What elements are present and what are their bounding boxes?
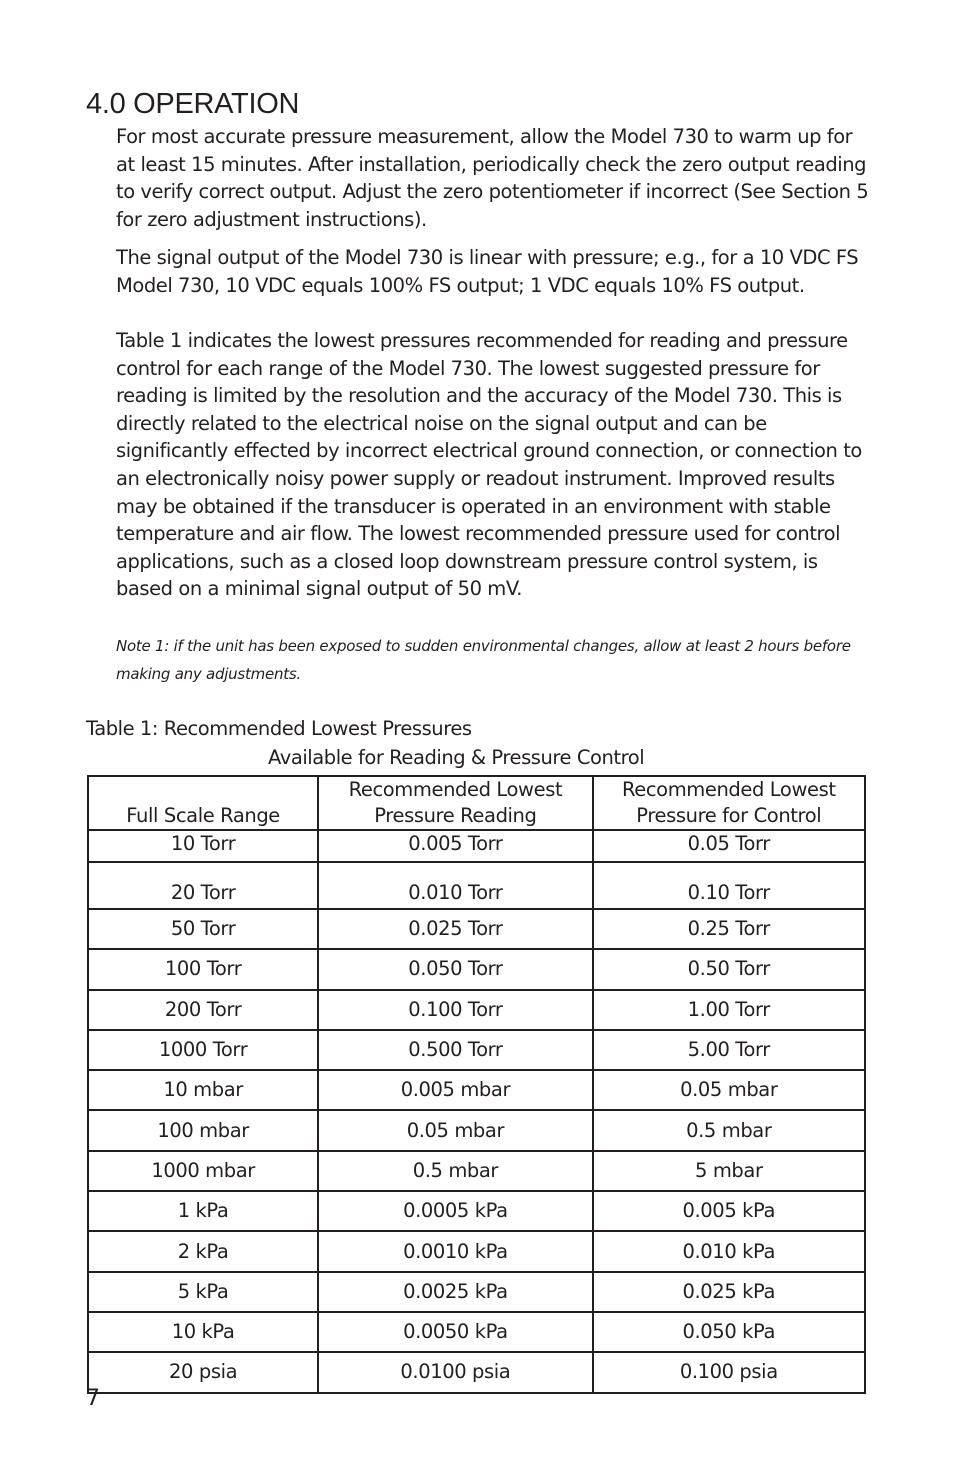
header-full-scale-range-label: Full Scale Range [126, 804, 280, 827]
table-row [88, 1352, 865, 1392]
full-scale-range-cell: 1000 Torr [88, 1030, 318, 1070]
full-scale-range-cell: 100 Torr [88, 949, 318, 989]
lowest-control-cell: 0.050 kPa [593, 1312, 865, 1352]
lowest-reading-cell: 0.005 mbar [318, 1070, 592, 1110]
lowest-control-cell: 0.025 kPa [593, 1272, 865, 1312]
lowest-reading-cell: 0.0050 kPa [318, 1312, 592, 1352]
paragraph-table-description: Table 1 indicates the lowest pressures recommended for reading and pressure control for each range of the Model 730. The lowest suggested pressure for reading is limited by the resolution and the accuracy of the Model 730. This is directly related to the electrical noise on the signal output and can be significantly effected by incorrect electrical ground connection, or connection to an electronically noisy power supply or readout instrument. Improved results may be obtained if the transducer is operated in an environment with stable temperature and air flow. The lowest recommended pressure used for control applications, such as a closed loop downstream pressure control system, is based on a minimal signal output of 50 mV. [116, 329, 862, 601]
section-heading: 4.0 OPERATION [86, 88, 300, 120]
table-subcaption: Available for Reading & Pressure Control [268, 746, 645, 769]
table-body [88, 830, 865, 1393]
table-row [88, 1272, 865, 1312]
table-row [88, 990, 865, 1030]
paragraph-warmup: For most accurate pressure measurement, allow the Model 730 to warm up for at least 15 minutes. After installation, periodically check the zero output reading to verify correct output. Adjust the zero potentiometer if incorrect (See Section 5 for zero adjustment instructions). [116, 125, 869, 231]
lowest-reading-cell: 0.0010 kPa [318, 1231, 592, 1271]
lowest-control-cell: 0.10 Torr [593, 862, 865, 909]
lowest-control-cell: 5 mbar [593, 1151, 865, 1191]
header-lowest-reading-line2: Pressure Reading [374, 804, 537, 827]
full-scale-range-cell: 1 kPa [88, 1191, 318, 1231]
lowest-reading-cell: 0.025 Torr [318, 909, 592, 949]
table-row [88, 949, 865, 989]
header-lowest-control-line1: Recommended Lowest [621, 778, 836, 801]
lowest-reading-cell: 0.050 Torr [318, 949, 592, 989]
lowest-control-cell: 0.25 Torr [593, 909, 865, 949]
header-lowest-reading [318, 776, 592, 830]
lowest-reading-cell: 0.5 mbar [318, 1151, 592, 1191]
full-scale-range-cell: 10 mbar [88, 1070, 318, 1110]
header-lowest-control [593, 776, 865, 830]
lowest-control-cell: 5.00 Torr [593, 1030, 865, 1070]
table-row [88, 909, 865, 949]
lowest-reading-cell: 0.500 Torr [318, 1030, 592, 1070]
lowest-control-cell: 0.05 Torr [593, 830, 865, 862]
table-row [88, 1070, 865, 1110]
table-row [88, 1231, 865, 1271]
header-lowest-reading-line1: Recommended Lowest [348, 778, 563, 801]
paragraph-signal-output: The signal output of the Model 730 is linear with pressure; e.g., for a 10 VDC FS Model 730, 10 VDC equals 100% FS output; 1 VDC equals 10% FS output. [116, 246, 859, 297]
full-scale-range-cell: 200 Torr [88, 990, 318, 1030]
full-scale-range-cell: 2 kPa [88, 1231, 318, 1271]
header-lowest-control-line2: Pressure for Control [636, 804, 822, 827]
page-number: 7 [86, 1386, 100, 1411]
table-row [88, 830, 865, 862]
lowest-reading-cell: 0.0025 kPa [318, 1272, 592, 1312]
full-scale-range-cell: 5 kPa [88, 1272, 318, 1312]
full-scale-range-cell: 20 Torr [88, 862, 318, 909]
lowest-control-cell: 0.50 Torr [593, 949, 865, 989]
note-environmental: Note 1: if the unit has been exposed to sudden environmental changes, allow at least 2 hours before making any adjustments. [116, 637, 851, 683]
full-scale-range-cell: 1000 mbar [88, 1151, 318, 1191]
lowest-control-cell: 0.010 kPa [593, 1231, 865, 1271]
table-row [88, 1110, 865, 1150]
full-scale-range-cell: 10 kPa [88, 1312, 318, 1352]
table-row [88, 1151, 865, 1191]
lowest-control-cell: 1.00 Torr [593, 990, 865, 1030]
header-full-scale-range [88, 776, 318, 830]
lowest-reading-cell: 0.0005 kPa [318, 1191, 592, 1231]
lowest-control-cell: 0.5 mbar [593, 1110, 865, 1150]
full-scale-range-cell: 20 psia [88, 1352, 318, 1392]
table-row [88, 1030, 865, 1070]
table-row [88, 1312, 865, 1352]
lowest-control-cell: 0.100 psia [593, 1352, 865, 1392]
lowest-reading-cell: 0.0100 psia [318, 1352, 592, 1392]
table-row [88, 862, 865, 909]
table-caption: Table 1: Recommended Lowest Pressures [86, 717, 472, 740]
lowest-reading-cell: 0.005 Torr [318, 830, 592, 862]
lowest-reading-cell: 0.100 Torr [318, 990, 592, 1030]
full-scale-range-cell: 10 Torr [88, 830, 318, 862]
lowest-control-cell: 0.05 mbar [593, 1070, 865, 1110]
lowest-reading-cell: 0.05 mbar [318, 1110, 592, 1150]
full-scale-range-cell: 100 mbar [88, 1110, 318, 1150]
pressure-table [87, 775, 866, 1394]
table-header-row [88, 776, 865, 830]
table-row [88, 1191, 865, 1231]
full-scale-range-cell: 50 Torr [88, 909, 318, 949]
lowest-control-cell: 0.005 kPa [593, 1191, 865, 1231]
lowest-reading-cell: 0.010 Torr [318, 862, 592, 909]
